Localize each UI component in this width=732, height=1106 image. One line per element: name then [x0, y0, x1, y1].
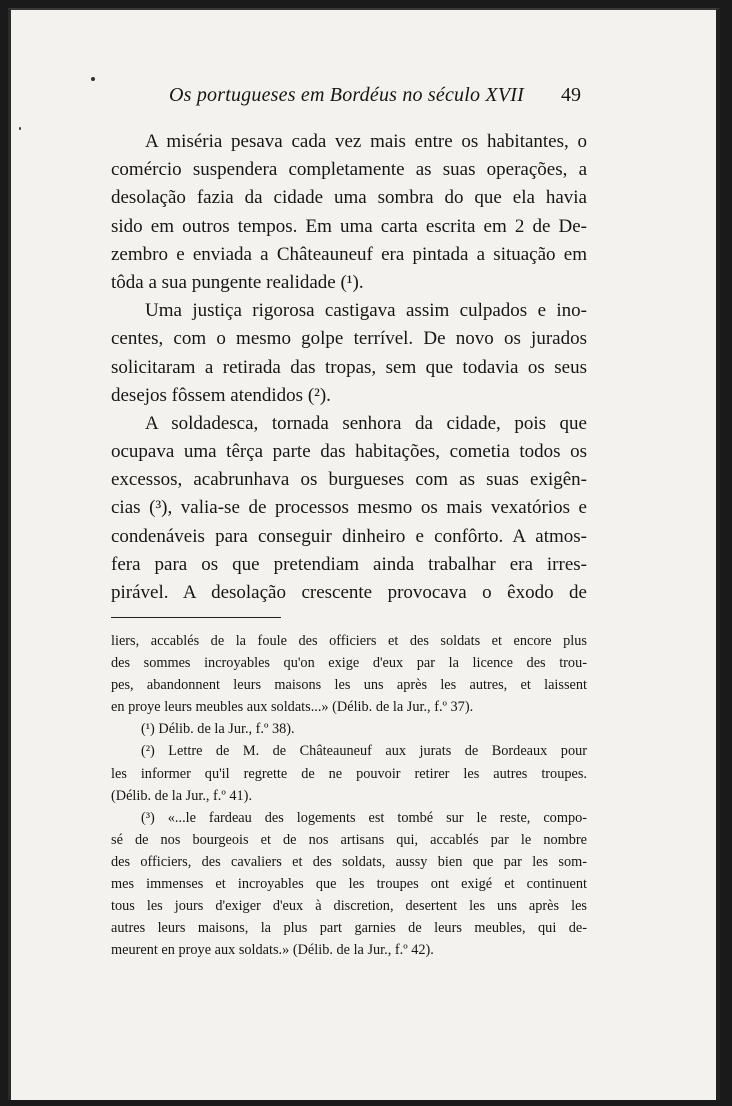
text-line: ocupava uma têrça parte das habitações, cometia todos os [111, 441, 587, 463]
text-line: condenáveis para conseguir dinheiro e confôrto. A atmos- [111, 525, 587, 547]
text-line: desolação fazia da cidade uma sombra do que ela havia [111, 187, 587, 209]
running-title: Os portugueses em Bordéus no século XVII [169, 84, 524, 106]
page-number: 49 [561, 84, 581, 106]
ink-speck [91, 77, 95, 81]
ink-speck [19, 127, 21, 130]
text-line: cias (³), valia-se de processos mesmo os mais vexatórios e [111, 497, 587, 519]
text-line: centes, com o mesmo golpe terrível. De novo os jurados [111, 328, 587, 350]
footnote-line: sé de nos bourgeois et de nos artisans qui, accablés par le nombre [111, 831, 587, 848]
footnote-line: autres leurs maisons, la plus part garnies de leurs meubles, qui de- [111, 920, 587, 937]
text-line: Uma justiça rigorosa castigava assim culpados e ino- [145, 300, 587, 322]
text-line: tôda a sua pungente realidade (¹). [111, 271, 364, 293]
footnote-line: (²) Lettre de M. de Châteauneuf aux jurats de Bordeaux pour [141, 743, 587, 760]
footnote-line: des sommes incroyables qu'on exige d'eux par la licence des trou- [111, 655, 587, 672]
footnote-line: meurent en proye aux soldats.» (Délib. de la Jur., f.º 42). [111, 942, 434, 959]
footnote-line: (³) «...le fardeau des logements est tombé sur le reste, compo- [141, 809, 587, 826]
text-line: fera para os que pretendiam ainda trabalhar era irres- [111, 553, 587, 575]
footnote-rule [111, 617, 281, 618]
text-line: solicitaram a retirada das tropas, sem que todavia os seus [111, 356, 587, 378]
text-line: sido em outros tempos. Em uma carta escrita em 2 de De- [111, 215, 587, 237]
footnote-line: pes, abandonnent leurs maisons les uns après les autres, et laissent [111, 677, 587, 694]
book-page [8, 8, 720, 1100]
footnote-line: les informer qu'il regrette de ne pouvoir retirer les autres troupes. [111, 765, 587, 782]
footnote-line: mes immenses et incroyables que les troupes ont exigé et continuent [111, 876, 587, 893]
running-head [169, 84, 589, 120]
footnote-line: tous les jours d'exiger d'eux à discretion, desertent les uns après les [111, 898, 587, 915]
text-line: A miséria pesava cada vez mais entre os habitantes, o [145, 131, 587, 152]
footnotes [111, 630, 587, 961]
footnote-line: liers, accablés de la foule des officiers et des soldats et encore plus [111, 633, 587, 649]
body-text [111, 128, 587, 607]
footnote-line: des officiers, des cavaliers et des soldats, aussy bien que par les som- [111, 853, 587, 870]
text-line: desejos fôssem atendidos (²). [111, 384, 331, 406]
text-line: A soldadesca, tornada senhora da cidade, pois que [145, 412, 587, 434]
text-line: zembro e enviada a Châteauneuf era pintada a situação em [111, 243, 587, 265]
footnote-line: (Délib. de la Jur., f.º 41). [111, 787, 253, 804]
footnote-line: en proye leurs meubles aux soldats...» (Délib. de la Jur., f.º 37). [111, 699, 474, 716]
text-line: comércio suspendera completamente as suas operações, a [111, 159, 587, 181]
text-line: pirável. A desolação crescente provocava o êxodo de [111, 582, 587, 603]
footnote-line: (¹) Délib. de la Jur., f.º 38). [141, 721, 295, 738]
text-line: excessos, acabrunhava os burgueses com as suas exigên- [111, 469, 587, 491]
